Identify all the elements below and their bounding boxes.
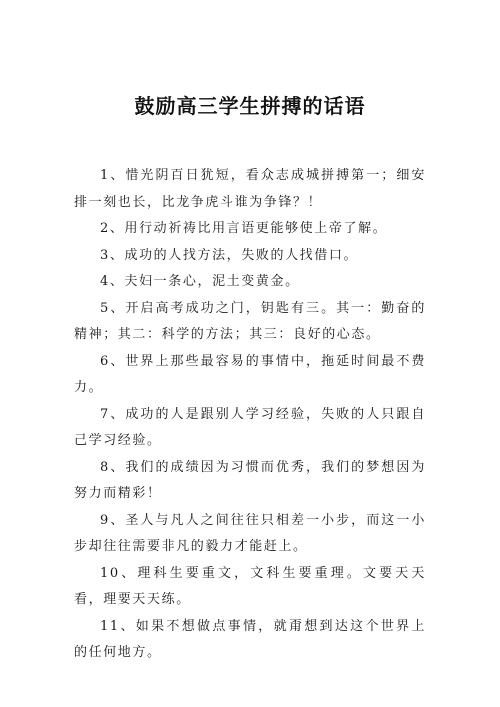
paragraph-6: 6、世界上那些最容易的事情中，拖延时间最不费力。 xyxy=(74,353,426,395)
paragraph-3: 3、成功的人找方法，失败的人找借口。 xyxy=(100,247,359,263)
paragraph-10: 10、理科生要重文，文科生要重理。文要天天看，理要天天练。 xyxy=(74,565,426,607)
paragraph-4: 4、夫妇一条心，泥土变黄金。 xyxy=(100,274,300,289)
paragraph-8: 8、我们的成绩因为习惯而优秀，我们的梦想因为努力而精彩！ xyxy=(74,459,426,501)
paragraph-9: 9、圣人与凡人之间往往只相差一小步，而这一小步却往往需要非凡的毅力才能赶上。 xyxy=(74,512,426,554)
paragraph-1: 1、惜光阴百日犹短，看众志成城拼搏第一；细安排一刻也长，比龙争虎斗谁为争锋？！ xyxy=(74,168,426,210)
paragraph-2: 2、用行动祈祷比用言语更能够使上帝了解。 xyxy=(100,221,388,236)
document-title: 鼓励高三学生拼搏的话语 xyxy=(134,94,366,118)
document-body xyxy=(74,163,426,667)
paragraph-7: 7、成功的人是跟别人学习经验，失败的人只跟自己学习经验。 xyxy=(74,406,426,448)
paragraph-11: 11、如果不想做点事情，就甭想到达这个世界上的任何地方。 xyxy=(74,618,426,660)
paragraph-5: 5、开启高考成功之门，钥匙有三。其一：勤奋的精神；其二：科学的方法；其三：良好的心态。 xyxy=(74,300,426,342)
